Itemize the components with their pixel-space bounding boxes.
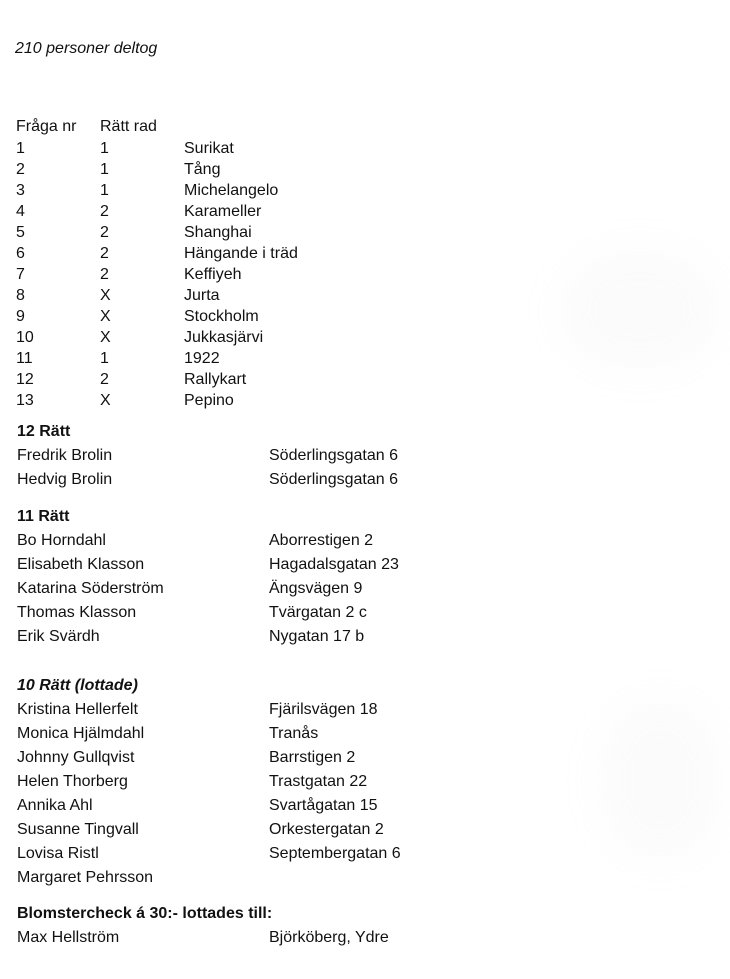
person-address: Septembergatan 6: [269, 845, 401, 862]
person-name: Katarina Söderström: [17, 580, 164, 597]
person-row: [17, 601, 437, 625]
person-name: Annika Ahl: [17, 797, 93, 814]
correct-row: 1: [100, 350, 109, 367]
correct-row: X: [100, 308, 111, 325]
question-number: 9: [16, 308, 25, 325]
person-address: Aborrestigen 2: [269, 532, 374, 549]
answer-text: Shanghai: [184, 224, 252, 241]
question-number: 11: [16, 350, 33, 367]
answer-rows: [16, 138, 416, 411]
person-name: Margaret Pehrsson: [17, 869, 154, 886]
question-number: 4: [16, 203, 25, 220]
answer-text: Jukkasjärvi: [184, 329, 264, 346]
answer-row: [16, 348, 416, 369]
question-number: 1: [16, 140, 25, 157]
answer-text: Hängande i träd: [184, 245, 298, 262]
answer-row: [16, 369, 416, 390]
answer-row: [16, 243, 416, 264]
question-number: 5: [16, 224, 25, 241]
person-row: [17, 468, 437, 492]
answer-text: Keffiyeh: [184, 266, 242, 283]
person-row: [17, 444, 437, 468]
question-number: 7: [16, 266, 25, 283]
person-name: Bo Horndahl: [17, 532, 106, 549]
person-row: [17, 625, 437, 649]
correct-row: 1: [100, 140, 109, 157]
person-row: [17, 842, 437, 866]
people-list: [17, 698, 437, 890]
participants-count: 210 personer deltog: [15, 40, 158, 57]
answer-text: Karameller: [184, 203, 262, 220]
question-number: 8: [16, 287, 25, 304]
person-address: Hagadalsgatan 23: [269, 556, 399, 573]
answer-text: Rallykart: [184, 371, 247, 388]
person-name: Monica Hjälmdahl: [17, 725, 145, 742]
answer-row: [16, 306, 416, 327]
person-row: [17, 698, 437, 722]
section-title: 11 Rätt: [17, 508, 70, 525]
person-row: [17, 746, 437, 770]
people-list: [17, 444, 437, 492]
person-name: Fredrik Brolin: [17, 447, 113, 464]
person-address: Nygatan 17 b: [269, 628, 365, 645]
correct-row: 2: [100, 266, 109, 283]
answer-text: Tång: [184, 161, 221, 178]
answer-text: Jurta: [184, 287, 220, 304]
person-address: Söderlingsgatan 6: [269, 447, 398, 464]
correct-row: 2: [100, 245, 109, 262]
answer-table: [16, 116, 416, 411]
person-row: [17, 577, 437, 601]
person-row: [17, 818, 437, 842]
person-address: Söderlingsgatan 6: [269, 471, 398, 488]
people-list: [17, 529, 437, 649]
question-number: 10: [16, 329, 34, 346]
correct-row: 2: [100, 203, 109, 220]
section-title: Blomstercheck á 30:- lottades till:: [17, 905, 273, 922]
question-number-header: Fråga nr: [16, 118, 77, 135]
correct-row: 2: [100, 224, 109, 241]
section-10-correct-drawn: [17, 674, 437, 890]
question-number: 12: [16, 371, 34, 388]
question-number: 6: [16, 245, 25, 262]
answer-row: [16, 201, 416, 222]
person-address: Ängsvägen 9: [269, 580, 363, 597]
answer-text: Surikat: [184, 140, 234, 157]
scan-smudge: [600, 700, 720, 860]
question-number: 3: [16, 182, 25, 199]
correct-row: 1: [100, 161, 109, 178]
person-row: [17, 529, 437, 553]
correct-row: X: [100, 392, 111, 409]
answer-row: [16, 264, 416, 285]
person-name: Susanne Tingvall: [17, 821, 139, 838]
person-name: Hedvig Brolin: [17, 471, 113, 488]
question-number: 2: [16, 161, 25, 178]
person-address: Björköberg, Ydre: [269, 929, 389, 946]
person-name: Max Hellström: [17, 929, 120, 946]
answer-row: [16, 180, 416, 201]
people-list: [17, 926, 437, 950]
correct-row: 2: [100, 371, 109, 388]
person-address: Barrstigen 2: [269, 749, 356, 766]
person-row: [17, 770, 437, 794]
answer-text: Pepino: [184, 392, 234, 409]
correct-row: X: [100, 287, 111, 304]
person-row: [17, 866, 437, 890]
person-row: [17, 722, 437, 746]
section-flower-voucher: [17, 902, 437, 950]
answer-text: Stockholm: [184, 308, 259, 325]
correct-row-header: Rätt rad: [100, 118, 157, 135]
person-row: [17, 553, 437, 577]
answer-text: 1922: [184, 350, 220, 367]
person-name: Johnny Gullqvist: [17, 749, 135, 766]
person-name: Helen Thorberg: [17, 773, 128, 790]
question-number: 13: [16, 392, 34, 409]
answer-row: [16, 327, 416, 348]
answer-row: [16, 390, 416, 411]
person-name: Kristina Hellerfelt: [17, 701, 138, 718]
correct-row: X: [100, 329, 111, 346]
section-12-correct: [17, 420, 437, 492]
person-name: Thomas Klasson: [17, 604, 137, 621]
answer-row: [16, 159, 416, 180]
person-name: Elisabeth Klasson: [17, 556, 145, 573]
person-row: [17, 794, 437, 818]
person-address: Tvärgatan 2 c: [269, 604, 367, 621]
correct-row: 1: [100, 182, 109, 199]
person-address: Orkestergatan 2: [269, 821, 384, 838]
person-row: [17, 926, 437, 950]
person-name: Erik Svärdh: [17, 628, 100, 645]
section-title: 12 Rätt: [17, 423, 71, 440]
answer-row: [16, 222, 416, 243]
answer-row: [16, 285, 416, 306]
section-title: 10 Rätt (lottade): [17, 677, 138, 694]
section-11-correct: [17, 505, 437, 649]
person-address: Fjärilsvägen 18: [269, 701, 378, 718]
answer-text: Michelangelo: [184, 182, 279, 199]
person-address: Tranås: [269, 725, 319, 742]
person-address: Svartågatan 15: [269, 797, 378, 814]
person-name: Lovisa Ristl: [17, 845, 99, 862]
scan-smudge: [560, 250, 720, 370]
person-address: Trastgatan 22: [269, 773, 368, 790]
answer-table-header: [16, 116, 416, 138]
answer-row: [16, 138, 416, 159]
